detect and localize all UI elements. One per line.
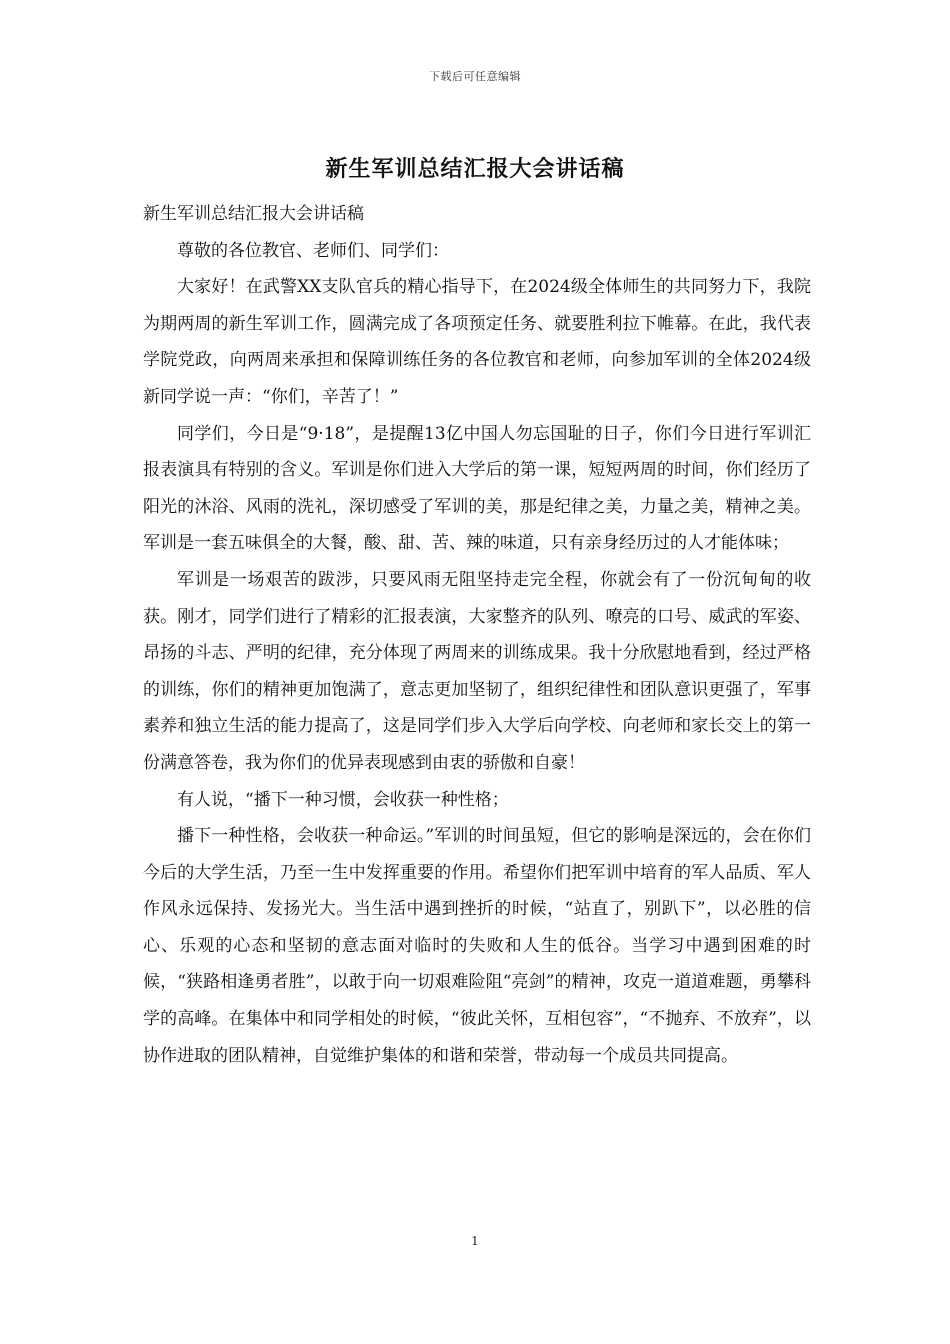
body-paragraph: 有人说，“播下一种习惯，会收获一种性格； [177,789,509,810]
document-subtitle: 新生军训总结汇报大会讲话稿 [143,204,364,224]
body-paragraph: 军训是一场艰苦的跋涉，只要风雨无阻坚持走完全程，你就会有了一份沉甸甸的收获。刚才，同学们进行了精彩的汇报表演，大家整齐的队列、嘹亮的口号、威武的军姿、昂扬的斗志、严明的纪律，充分体现了两周来的训练成果。我十分欣慰地看到，经过严格的训练，你们的精神更加饱满了，意志更加坚韧了，组织纪律性和团队意识更强了，军事素养和独立生活的能力提高了，这是同学们步入大学后向学校、向老师和家长交上的第一份满意答卷，我为你们的优异表现感到由衷的骄傲和自豪！ [143,569,811,773]
body-paragraph: 大家好！在武警XX支队官兵的精心指导下，在2024级全体师生的共同努力下，我院为期两周的新生军训工作，圆满完成了各项预定任务、就要胜利拉下帷幕。在此，我代表学院党政，向两周来承担和保障训练任务的各位教官和老师，向参加军训的全体2024级新同学说一声：“你们，辛苦了！” [143,277,811,407]
salutation-paragraph: 尊敬的各位教官、老师们、同学们： [177,240,449,261]
document-title: 新生军训总结汇报大会讲话稿 [325,156,625,182]
body-paragraph: 播下一种性格，会收获一种命运。”军训的时间虽短，但它的影响是深远的，会在你们今后的大学生活，乃至一生中发挥重要的作用。希望你们把军训中培育的军人品质、军人作风永远保持、发扬光大。当生活中遇到挫折的时候，“站直了，别趴下”，以必胜的信心、乐观的心态和坚韧的意志面对临时的失败和人生的低谷。当学习中遇到困难的时候，“狭路相逢勇者胜”，以敢于向一切艰难险阻“亮剑”的精神，攻克一道道难题，勇攀科学的高峰。在集体中和同学相处的时候，“彼此关怀，互相包容”，“不抛弃、不放弃”，以协作进取的团队精神，自觉维护集体的和谐和荣誉，带动每一个成员共同提高。 [143,826,811,1066]
page-number: 1 [471,1234,479,1248]
header-note: 下载后可任意编辑 [429,70,521,83]
document-body [143,196,811,1074]
body-paragraph: 同学们，今日是“9·18”，是提醒13亿中国人勿忘国耻的日子，你们今日进行军训汇报表演具有特别的含义。军训是你们进入大学后的第一课，短短两周的时间，你们经历了阳光的沐浴、风雨的洗礼，深切感受了军训的美，那是纪律之美，力量之美，精神之美。军训是一套五味俱全的大餐，酸、甜、苦、辣的味道，只有亲身经历过的人才能体味； [143,423,811,554]
